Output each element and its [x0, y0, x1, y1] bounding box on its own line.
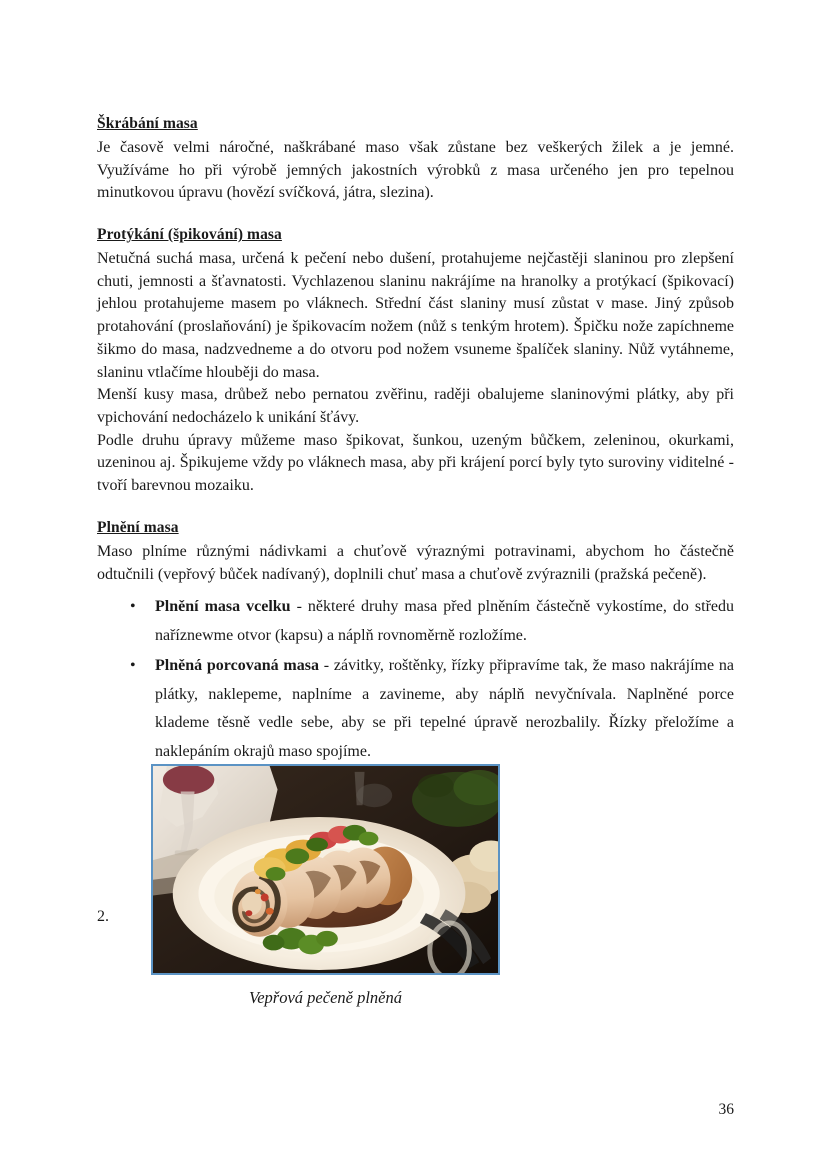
figure-caption: Vepřová pečeně plněná	[248, 988, 403, 1007]
section-protykani-masa	[97, 225, 734, 498]
photo-stuffed-pork-roast	[153, 766, 498, 973]
section-paragraph: Podle druhu úpravy můžeme maso špikovat, šunkou, uzeným bůčkem, zeleninou, okurkami, uzeninou aj. Špikujeme vždy po vláknech masa, aby při krájení porcí byly tyto suroviny viditelné - tvoří barevnou mozaiku.	[97, 431, 734, 495]
list-item-text: - závitky, roštěnky, řízky připravíme tak, že maso nakrájíme na plátky, naklepeme, naplníme a zavineme, aby náplň nevyčnívala. Naplněné porce klademe těsně vedle sebe, aby se při tepelné úpravě nerozbalily. Řízky přeložíme a naklepáním okrajů maso spojíme.	[155, 657, 734, 760]
list-item-term: Plnění masa vcelku	[155, 598, 291, 616]
section-heading: Škrábání masa	[97, 115, 198, 132]
figure-number: 2.	[97, 908, 109, 925]
list-item	[97, 593, 734, 650]
section-skrabani-masa	[97, 114, 734, 205]
figure-image-frame	[151, 764, 500, 975]
page-number: 36	[718, 1101, 734, 1118]
section-paragraph: Je časově velmi náročné, naškrábané maso však zůstane bez veškerých žilek a je jemné. Využíváme ho při výrobě jemných jakostních výrobků z masa určeného jen pro tepelnou minutkovou úpravu (hovězí svíčková, játra, slezina).	[97, 138, 734, 202]
section-plneni-masa	[97, 518, 734, 766]
list-item	[97, 652, 734, 766]
bullet-icon: •	[130, 657, 136, 675]
list-item-term: Plněná porcovaná masa	[155, 657, 319, 675]
section-paragraph: Menší kusy masa, drůbež nebo pernatou zvěřinu, raději obalujeme slaninovými plátky, aby při vpichování nedocházelo k unikání šťávy.	[97, 386, 734, 427]
bullet-icon: •	[130, 598, 136, 616]
list-item-text: - některé druhy masa před plněním částečně vykostíme, do středu naříznewme otvor (kapsu) a náplň rovnoměrně rozložíme.	[155, 598, 735, 644]
section-heading: Protýkání (špikování) masa	[97, 226, 282, 244]
page-content	[97, 114, 734, 784]
section-paragraph: Maso plníme různými nádivkami a chuťově výraznými potravinami, abychom ho částečně odtučnili (vepřový bůček nadívaný), doplnili chuť masa a chuťově zvýraznili (pražská pečeně).	[97, 542, 734, 583]
bullet-list	[97, 593, 734, 766]
section-heading: Plnění masa	[97, 518, 179, 536]
section-paragraph: Netučná suchá masa, určená k pečení nebo dušení, protahujeme nejčastěji slaninou pro zlepšení chuti, jemnosti a šťavnatosti. Vychlazenou slaninu nakrájíme na hranolky a protýkací (špikovací) jehlou protahujeme masem po vláknech. Střední část slaniny musí zůstat v mase. Jiný způsob protahování (proslaňování) je špikovacím nožem (nůž s tenkým hrotem). Špičku nože zapíchneme šikmo do masa, nadzvedneme a do otvoru pod nožem vsuneme špalíček slaniny. Nůž vytáhneme, slaninu vtlačíme hlouběji do masa.	[97, 250, 734, 381]
